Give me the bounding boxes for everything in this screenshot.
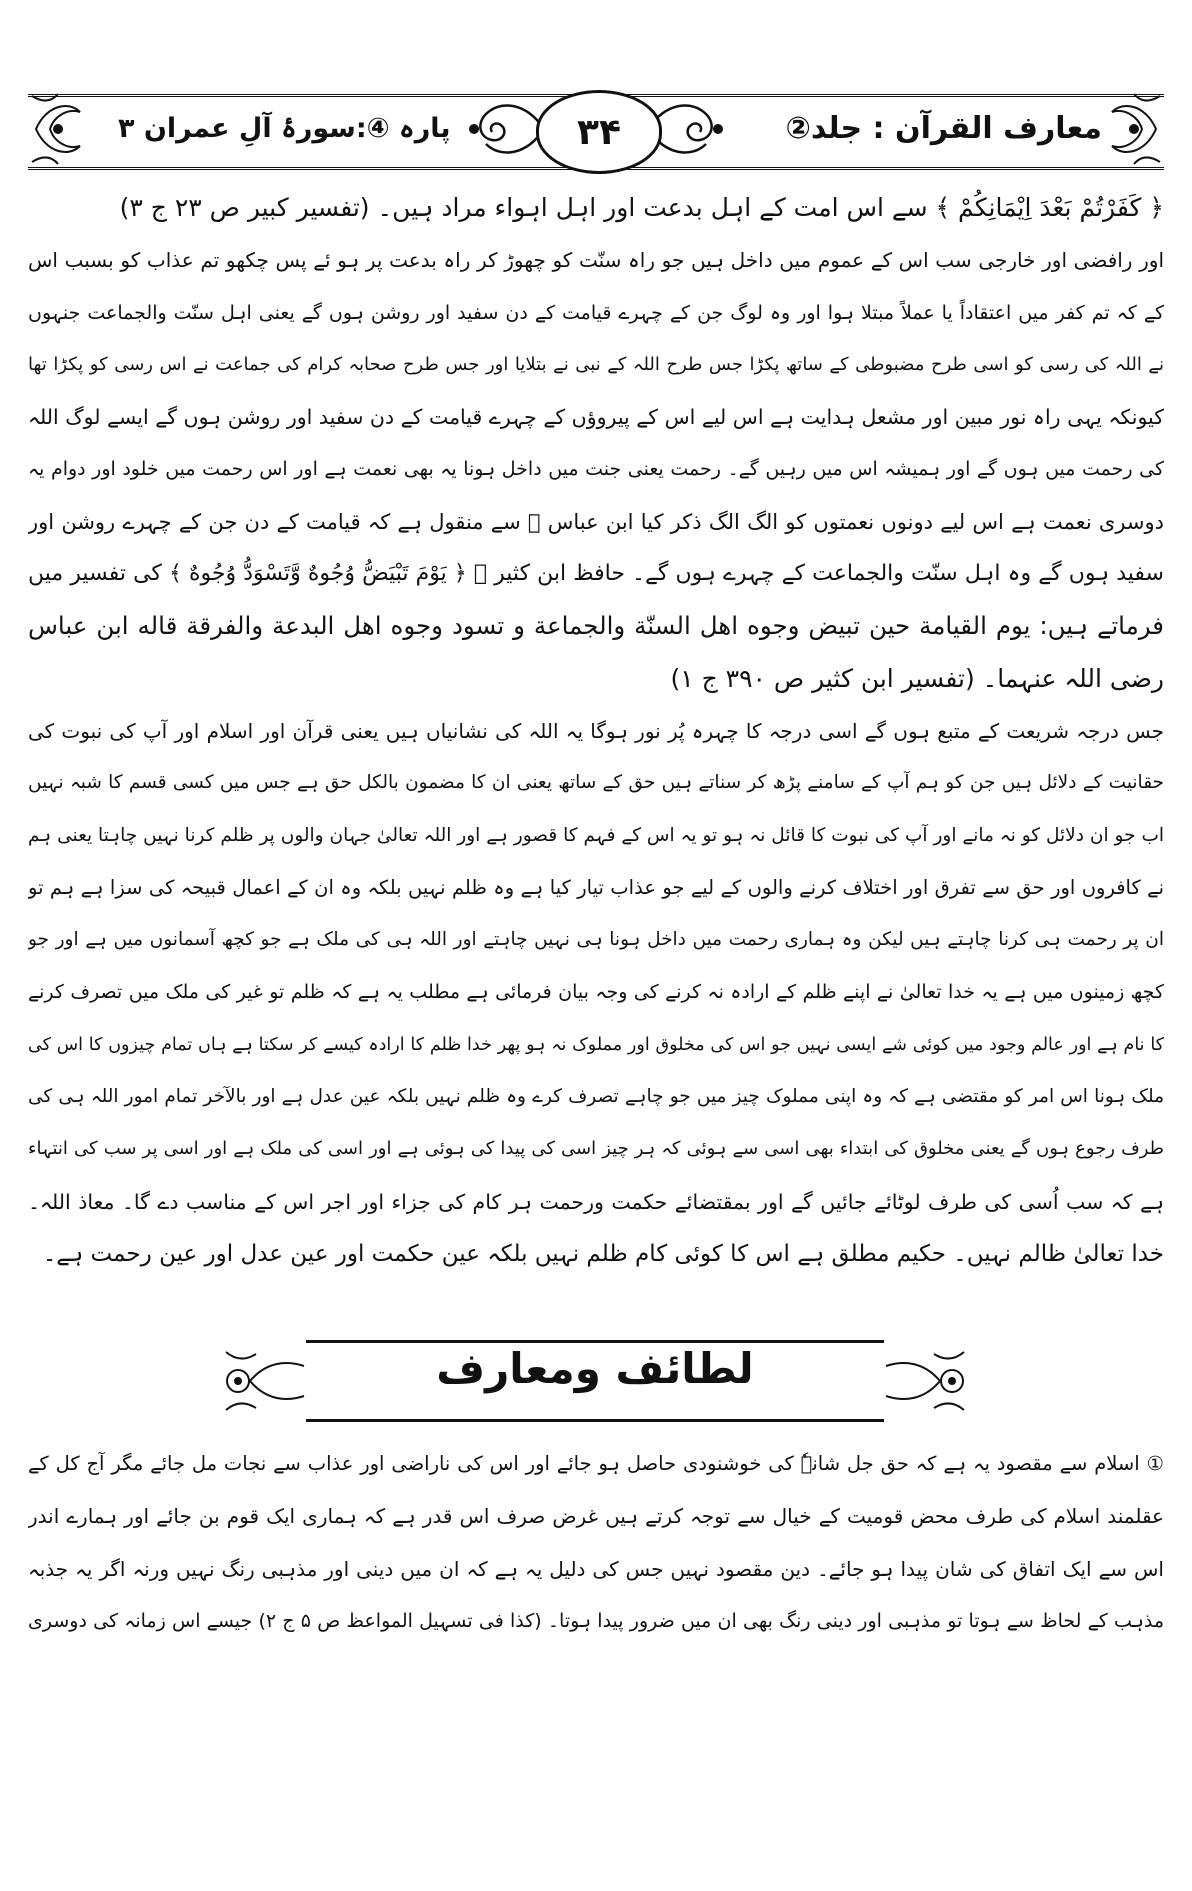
text-line: اور رافضی اور خارجی سب اس کے عموم میں داخل ہیں جو راہ سنّت کو چھوڑ کر راہ بدعت پر ہو ئے پس چکھو تم عذاب کو بسبب اس (28, 248, 1164, 273)
text-line: ہے کہ سب اُسی کی طرف لوٹائے جائیں گے اور بمقتضائے حکمت ورحمت ہر کام کی جزاء اور اجر اس کے مناسب دے گا۔ معاذ اللہ۔ (28, 1189, 1164, 1214)
section-text (28, 1438, 1164, 1647)
corner-ornament-icon (1104, 86, 1164, 172)
corner-ornament-icon (28, 86, 88, 172)
flourish-ornament-icon (466, 92, 546, 166)
text-line: کی رحمت میں ہوں گے اور ہمیشہ اس میں رہیں گے۔ رحمت یعنی جنت میں داخل ہونا یہ بھی نعمت ہے اور اس رحمت میں خلود اور دوام یہ (28, 458, 1164, 481)
text-line: رضی اللہ عنہما۔ (تفسیر ابن کثیر ص ۳۹۰ ج ۱) (670, 663, 1164, 693)
text-line: کیونکہ یہی راہ نور مبین اور مشعل ہدایت ہے اس لیے اس کے پیروؤں کے چہرے قیامت کے دن سفید اور روشن ہوں گے ایسے لوگ اللہ (28, 405, 1164, 430)
text-line: نے اللہ کی رسی کو اسی طرح مضبوطی کے ساتھ پکڑا جس طرح اللہ کے نبی نے بتلایا اور جس طرح صحابہ کرام کی جماعت نے اس رسی کو پکڑا تھا (28, 353, 1164, 375)
text-line: ① اسلام سے مقصود یہ ہے کہ حق جل شانہٗ کی خوشنودی حاصل ہو جائے اور اس کی ناراضی اور عذاب سے نجات مل جائے مگر آج کل کے (28, 1452, 1164, 1475)
text-line: کچھ زمینوں میں ہے یہ خدا تعالیٰ نے اپنے ظلم کے ارادہ نہ کرنے کی وجہ بیان فرمائی ہے مطلب یہ ہے کہ ظلم تو غیر کی ملک میں تصرف کرنے (28, 981, 1164, 1004)
text-line: اس سے ایک اتفاق کی شان پیدا ہو جائے۔ دین مقصود نہیں جس کی دلیل یہ ہے کہ ان میں دینی اور مذہبی رنگ نہیں ورنہ اگر یہ جذبہ (28, 1556, 1164, 1581)
text-line: حقانیت کے دلائل ہیں جن کو ہم آپ کے سامنے پڑھ کر سناتے ہیں حق کے ساتھ یعنی ان کا مضمون بالکل حق ہے جس میں کسی قسم کا شبہ نہیں (28, 772, 1164, 794)
section-heading-banner (216, 1340, 974, 1422)
page-number: ۳۴ (536, 90, 662, 174)
text-line: خدا تعالیٰ ظالم نہیں۔ حکیم مطلق ہے اس کا کوئی کام ظلم نہیں بلکہ عین حکمت اور عین عدل اور عین رحمت ہے۔ (42, 1240, 1164, 1267)
floral-ornament-icon (884, 1342, 974, 1420)
text-line: طرف رجوع ہوں گے یعنی مخلوق کی ابتداء بھی اسی سے ہوئی کہ ہر چیز اسی کی پیدا کی ہوئی ہے اور اسی کی ملک ہے اور اسی پر سب کی انتہاء (28, 1138, 1164, 1160)
text-line: ملک ہونا اس امر کو مقتضی ہے کہ وہ اپنی مملوک چیز میں جو چاہے تصرف کرے وہ ظلم نہیں بلکہ عین عدل ہے اور بالآخر تمام امور اللہ ہی کی (28, 1086, 1164, 1108)
text-line: کا نام ہے اور عالم وجود میں کوئی شے ایسی نہیں جو اس کی مخلوق اور مملوک نہ ہو پھر خدا ظلم کا ارادہ کیسے کر سکتا ہے ہاں تمام چیزوں کا اس کی (28, 1034, 1164, 1055)
text-line: سفید ہوں گے وہ اہل سنّت والجماعت کے چہرے ہوں گے۔ حافظ ابن کثیر ﷫ ﴿ يَوْمَ تَبْيَضُّ وُجُوهٌ وَّتَسْوَدُّ وُجُوهٌ ﴾ کی تفسیر میں (28, 561, 1164, 587)
page-header (28, 80, 1164, 178)
text-line: دوسری نعمت ہے اس لیے دونوں نعمتوں کو الگ الگ ذکر کیا ابن عباس ﷜ سے منقول ہے کہ قیامت کے دن جن کے چہرے روشن اور (28, 509, 1164, 534)
main-text (28, 182, 1164, 1280)
page-number-frame (466, 80, 726, 178)
page-bottom-margin (0, 1820, 1192, 1890)
text-line: کے کہ تم کفر میں اعتقاداً یا عملاً مبتلا ہوا اور وہ لوگ جن کے چہرے قیامت کے دن سفید اور روشن ہوں گے یعنی اہل سنّت والجماعت جنہوں (28, 301, 1164, 324)
text-line: ﴿ كَفَرْتُمْ بَعْدَ اِيْمَانِكُمْ ﴾ سے اس امت کے اہل بدعت اور اہل اہواء مراد ہیں۔ (تفسیر کبیر ص ۲۳ ج ۳) (119, 193, 1164, 222)
text-line: نے کافروں اور حق سے تفرق اور اختلاف کرنے والوں کے لیے جو عذاب تیار کیا ہے وہ ظلم نہیں بلکہ وہ ان کے اعمال قبیحہ کی سزا ہے ہم تو (28, 875, 1164, 899)
text-line: عقلمند اسلام کی طرف محض قومیت کے خیال سے توجہ کرتے ہیں غرض صرف اس قدر ہے کہ ہماری ایک قوم بن جائے اور ہمارے اندر (28, 1504, 1164, 1529)
para-surah-label: پارہ ④:سورۂ آلِ عمران ۳ (118, 112, 451, 144)
section-heading: لطائف ومعارف (436, 1344, 754, 1393)
text-line: مذہب کے لحاظ سے ہوتا تو مذہبی اور دینی رنگ بھی ان میں ضرور پیدا ہوتا۔ (کذا فی تسہیل المواعظ ص ۵ ج ۲) جیسے اس زمانہ کی دوسری (28, 1609, 1164, 1632)
text-line: اب جو ان دلائل کو نہ مانے اور آپ کی نبوت کا قائل نہ ہو تو یہ اس کے فہم کا قصور ہے اور اللہ تعالیٰ جہان والوں پر ظلم کرنا نہیں چاہتا یعنی ہم (28, 824, 1164, 846)
book-title: معارف القرآن : جلد② (785, 110, 1102, 146)
text-line: جس درجہ شریعت کے متبع ہوں گے اسی درجہ کا چہرہ پُر نور ہوگا یہ اللہ کی نشانیاں ہیں یعنی قرآن اور اسلام اور آپ کی نبوت کی (28, 718, 1164, 743)
text-line: ان پر رحمت ہی کرنا چاہتے ہیں لیکن وہ ہماری رحمت میں داخل ہونا ہی نہیں چاہتے اور اللہ ہی کی ملک ہے جو کچھ آسمانوں میں ہے اور جو (28, 929, 1164, 951)
text-line: فرماتے ہیں: يوم القيامة حين تبيض وجوه اهل السنّة والجماعة و تسود وجوه اهل البدعة والفرقة قاله ابن عباس (28, 611, 1164, 641)
